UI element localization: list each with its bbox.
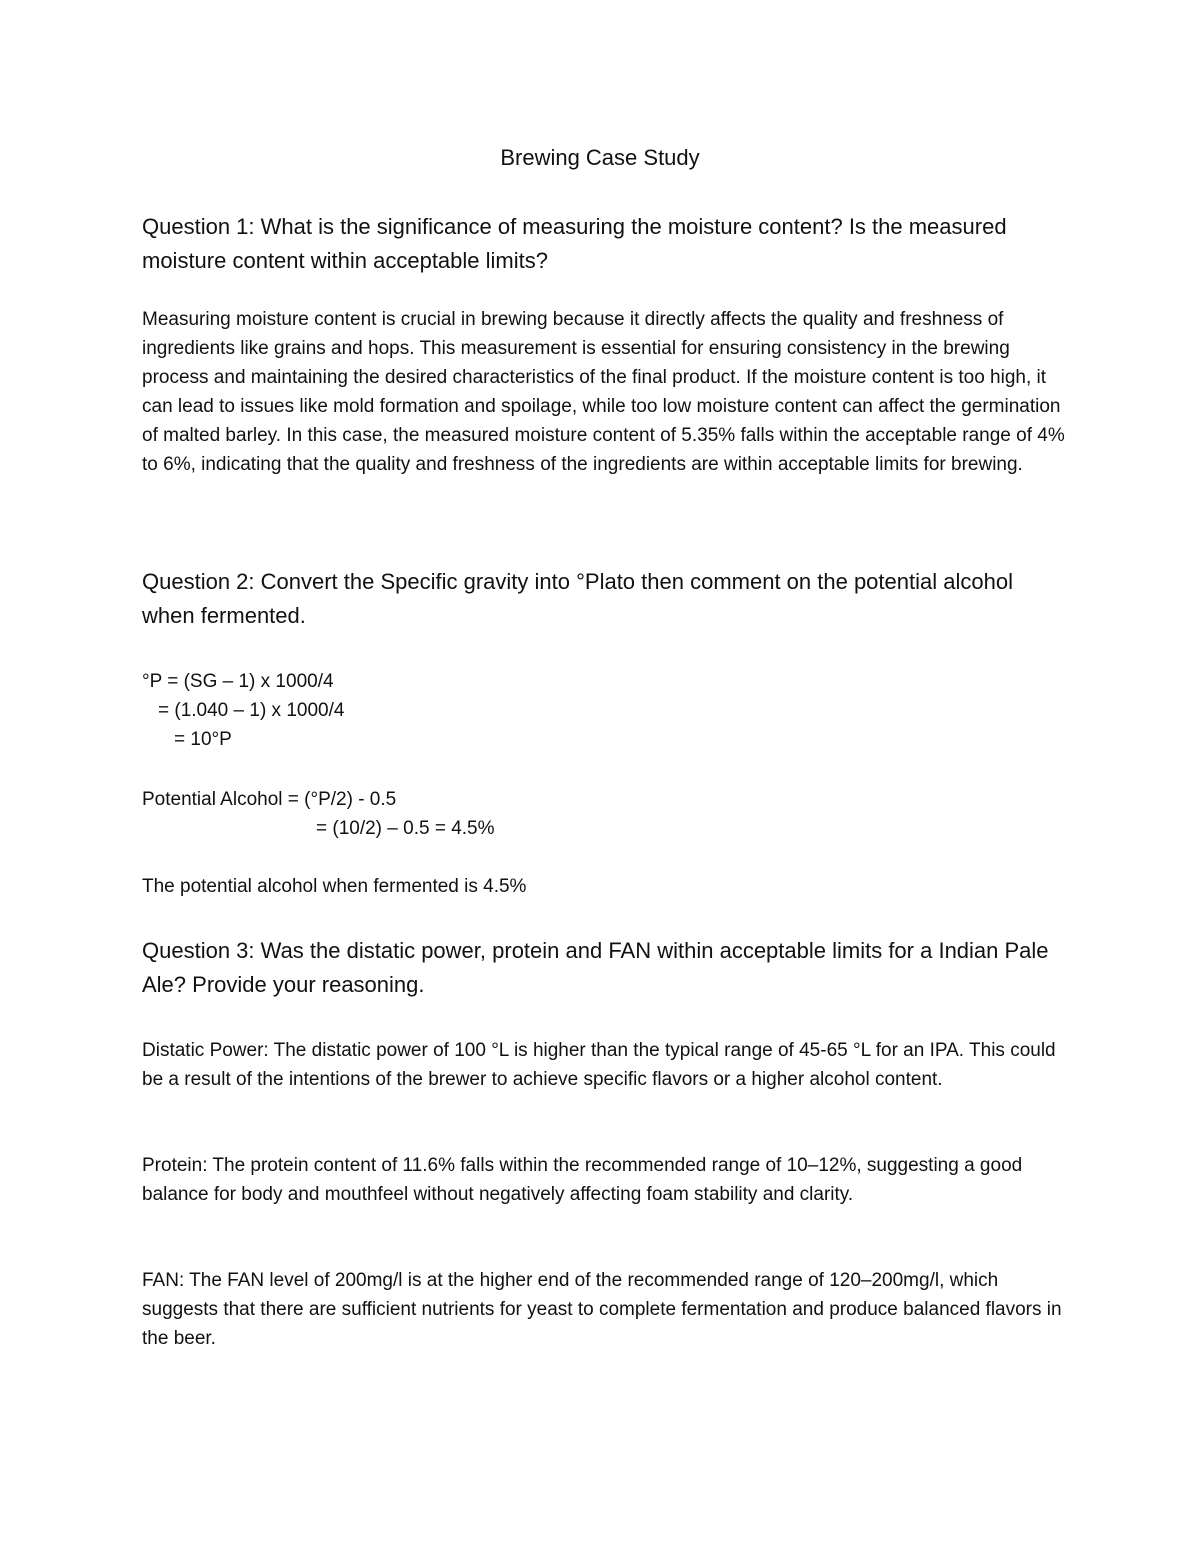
fan-answer: FAN: The FAN level of 200mg/l is at the higher end of the recommended range of 120–200mg/l, which suggests that there are sufficient nutrients for yeast to complete fermentation and produce balanced flavors in the beer. <box>142 1270 1062 1349</box>
potential-alcohol-result: = (10/2) – 0.5 = 4.5% <box>316 818 495 839</box>
plato-result-line: = 10°P <box>174 729 232 750</box>
distatic-power-answer: Distatic Power: The distatic power of 100 °L is higher than the typical range of 45-65 °L for an IPA. This could be a result of the intentions of the brewer to achieve specific flavors or a higher alcohol content. <box>142 1040 1056 1090</box>
question-1-heading: Question 1: What is the significance of measuring the moisture content? Is the measured moisture content within acceptable limits? <box>142 214 1007 273</box>
question-3-heading: Question 3: Was the distatic power, protein and FAN within acceptable limits for a Indian Pale Ale? Provide your reasoning. <box>142 938 1049 997</box>
plato-substitution-line: = (1.040 – 1) x 1000/4 <box>158 700 345 721</box>
potential-alcohol-conclusion: The potential alcohol when fermented is 4.5% <box>142 876 527 897</box>
plato-formula-line: °P = (SG – 1) x 1000/4 <box>142 671 334 692</box>
question-1-answer: Measuring moisture content is crucial in brewing because it directly affects the quality and freshness of ingredients like grains and hops. This measurement is essential for ensuring consistency in the brewing process and maintaining the desired characteristics of the final product. If the moisture content is too high, it can lead to issues like mold formation and spoilage, while too low moisture content can affect the germination of malted barley. In this case, the measured moisture content of 5.35% falls within the acceptable range of 4% to 6%, indicating that the quality and freshness of the ingredients are within acceptable limits for brewing. <box>142 309 1065 475</box>
question-2-heading: Question 2: Convert the Specific gravity into °Plato then comment on the potential alcohol when fermented. <box>142 569 1013 628</box>
potential-alcohol-formula: Potential Alcohol = (°P/2) - 0.5 <box>142 789 397 810</box>
document-title: Brewing Case Study <box>500 145 700 170</box>
protein-answer: Protein: The protein content of 11.6% falls within the recommended range of 10–12%, suggesting a good balance for body and mouthfeel without negatively affecting foam stability and clarity. <box>142 1155 1023 1205</box>
